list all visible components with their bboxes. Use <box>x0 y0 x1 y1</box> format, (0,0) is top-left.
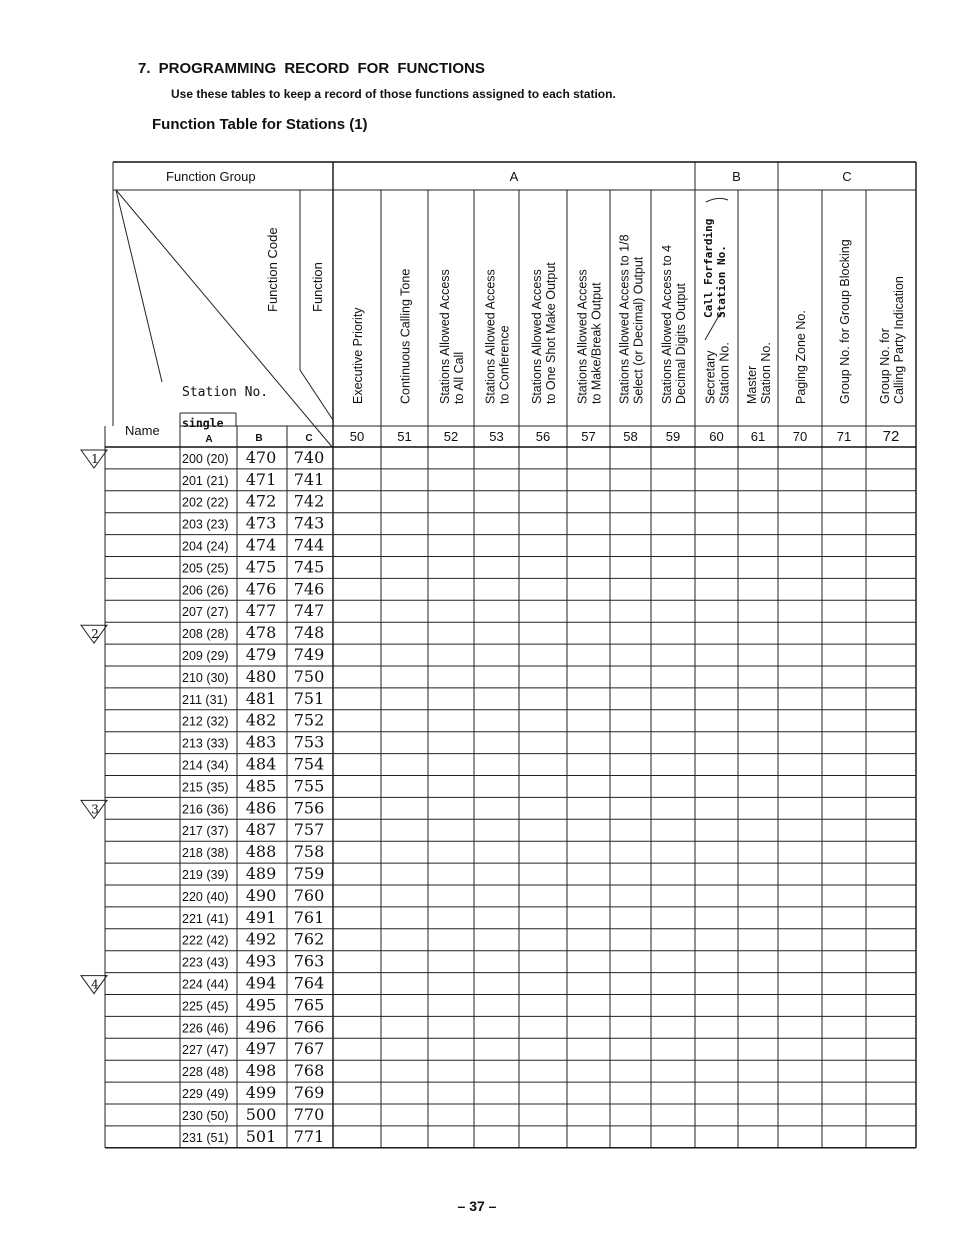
station-b-value: 491 <box>245 907 277 927</box>
function-header-60: Station No. <box>717 342 732 404</box>
station-a-value: 217 (37) <box>182 824 229 839</box>
station-a-value: 225 (45) <box>182 999 229 1014</box>
function-divider-slant <box>300 370 333 420</box>
function-code-71: 71 <box>836 429 852 444</box>
station-c-value: 742 <box>293 491 325 511</box>
margin-mark-number: 2 <box>91 627 99 642</box>
station-a-value: 227 (47) <box>182 1043 229 1058</box>
station-a-value: 226 (46) <box>182 1021 229 1036</box>
station-c-value: 760 <box>293 885 325 905</box>
function-header-52: to All Call <box>452 351 466 404</box>
station-b-value: 474 <box>245 535 277 555</box>
function-header-58: Select (or Decimal) Output <box>631 256 646 404</box>
function-header-59: Stations Allowed Access to 4 <box>660 244 674 404</box>
function-header-61: Master <box>745 365 759 404</box>
margin-mark-number: 4 <box>91 977 99 992</box>
station-b-value: 495 <box>245 995 277 1015</box>
station-c-value: 741 <box>293 469 325 489</box>
function-code-59: 59 <box>665 429 681 444</box>
station-c-value: 770 <box>293 1104 325 1124</box>
function-group-label: Function Group <box>166 169 256 184</box>
station-c-value: 759 <box>293 864 325 883</box>
station-c-value: 740 <box>293 447 325 467</box>
station-c-value: 764 <box>293 973 325 993</box>
station-no-label: Station No. <box>182 385 269 400</box>
sub-col-b: B <box>255 433 263 444</box>
function-header-53: Stations Allowed Access <box>483 269 498 404</box>
station-c-value: 757 <box>293 820 325 840</box>
function-header-72: Group No. for <box>878 328 892 404</box>
function-header-53: to Conference <box>497 325 512 404</box>
station-b-value: 487 <box>245 820 277 840</box>
secretary-annotation: Call Forfarding <box>702 218 715 318</box>
function-code-56: 56 <box>535 429 551 444</box>
station-a-value: 203 (23) <box>182 517 229 532</box>
station-b-value: 489 <box>245 864 277 883</box>
station-c-value: 745 <box>293 557 325 577</box>
station-b-value: 500 <box>245 1104 277 1124</box>
station-a-value: 211 (31) <box>182 692 228 707</box>
station-a-value: 215 (35) <box>182 780 229 795</box>
station-b-value: 501 <box>245 1126 277 1146</box>
station-a-value: 201 (21) <box>182 473 229 488</box>
function-header-70: Paging Zone No. <box>794 310 808 404</box>
station-c-value: 771 <box>293 1126 325 1146</box>
station-a-value: 206 (26) <box>182 583 229 598</box>
station-b-value: 482 <box>245 710 277 730</box>
station-a-value: 208 (28) <box>182 627 229 642</box>
station-c-value: 744 <box>293 535 325 555</box>
station-c-value: 761 <box>293 907 325 927</box>
station-b-value: 496 <box>245 1017 277 1037</box>
single-label: single <box>182 416 224 430</box>
station-a-value: 223 (43) <box>182 955 229 970</box>
station-c-value: 765 <box>293 995 325 1015</box>
station-b-value: 476 <box>245 579 277 599</box>
station-b-value: 494 <box>245 973 277 993</box>
station-b-value: 483 <box>245 732 277 752</box>
group-label-c: C <box>842 169 852 184</box>
margin-mark-number: 3 <box>91 802 99 817</box>
section-subtitle: Use these tables to keep a record of those functions assigned to each station. <box>171 87 616 101</box>
function-label: Function <box>310 262 325 312</box>
station-a-value: 202 (22) <box>182 495 229 510</box>
station-b-value: 473 <box>245 513 277 533</box>
page-number: – 37 – <box>457 1198 497 1214</box>
function-header-56: to One Shot Make Output <box>544 262 558 404</box>
station-b-value: 480 <box>245 666 277 686</box>
station-a-value: 231 (51) <box>182 1130 229 1145</box>
group-label-a: A <box>509 169 519 184</box>
sub-col-a: A <box>205 434 213 445</box>
station-b-value: 498 <box>245 1061 277 1081</box>
function-code-61: 61 <box>750 429 766 444</box>
station-c-value: 743 <box>293 513 325 533</box>
station-a-value: 222 (42) <box>182 933 229 948</box>
station-c-value: 751 <box>293 688 325 708</box>
sub-col-c: C <box>305 433 313 444</box>
station-a-value: 214 (34) <box>182 758 229 773</box>
station-b-value: 484 <box>245 754 277 774</box>
station-a-value: 224 (44) <box>182 977 229 992</box>
station-b-value: 492 <box>245 929 277 949</box>
station-c-value: 769 <box>293 1083 325 1102</box>
station-c-value: 753 <box>293 732 325 752</box>
margin-mark-number: 1 <box>91 452 99 466</box>
function-header-61: Station No. <box>759 342 773 404</box>
function-code-70: 70 <box>792 429 808 444</box>
station-a-value: 209 (29) <box>182 649 229 663</box>
station-c-value: 766 <box>293 1017 325 1037</box>
function-code-72: 72 <box>882 428 900 445</box>
station-a-value: 205 (25) <box>182 561 229 576</box>
station-b-value: 479 <box>245 645 277 664</box>
function-header-60: Secretary <box>703 350 718 404</box>
station-a-value: 220 (40) <box>182 889 229 904</box>
station-c-value: 750 <box>293 666 325 686</box>
station-c-value: 763 <box>293 951 325 971</box>
station-b-value: 493 <box>245 951 277 971</box>
function-code-53: 53 <box>489 429 504 444</box>
station-a-value: 218 (38) <box>182 846 229 861</box>
station-a-value: 230 (50) <box>182 1108 229 1123</box>
station-c-value: 762 <box>293 929 325 949</box>
station-c-value: 756 <box>293 798 325 818</box>
secretary-bracket <box>706 198 728 202</box>
station-b-value: 472 <box>245 491 277 511</box>
station-a-value: 228 (48) <box>182 1065 229 1080</box>
station-b-value: 475 <box>245 557 277 577</box>
function-code-60: 60 <box>709 429 724 444</box>
function-code-label: Function Code <box>265 227 280 312</box>
function-header-58: Stations Allowed Access to 1/8 <box>617 234 632 404</box>
function-header-52: Stations Allowed Access <box>438 269 452 404</box>
station-c-value: 768 <box>293 1061 325 1081</box>
secretary-annotation: Station No. <box>715 245 728 318</box>
station-c-value: 755 <box>293 776 325 796</box>
station-c-value: 749 <box>293 645 325 664</box>
station-a-value: 212 (32) <box>182 714 229 729</box>
station-b-value: 486 <box>245 798 277 818</box>
function-code-57: 57 <box>581 429 596 444</box>
station-c-value: 747 <box>293 601 325 621</box>
station-b-value: 478 <box>245 623 277 643</box>
station-c-value: 752 <box>293 710 325 730</box>
station-b-value: 497 <box>245 1039 277 1059</box>
function-header-56: Stations Allowed Access <box>530 269 544 404</box>
name-label: Name <box>125 423 160 438</box>
station-b-value: 470 <box>245 447 277 467</box>
function-code-52: 52 <box>443 429 459 444</box>
station-a-value: 216 (36) <box>182 802 229 817</box>
station-c-value: 748 <box>293 623 325 643</box>
station-a-value: 221 (41) <box>182 911 229 926</box>
station-c-value: 746 <box>293 579 325 599</box>
function-header-57: Stations Allowed Access <box>575 269 590 404</box>
function-header-57: to Make/Break Output <box>589 282 604 404</box>
station-c-value: 767 <box>293 1039 325 1059</box>
group-label-b: B <box>732 169 741 184</box>
function-header-59: Decimal Digits Output <box>674 283 688 404</box>
table-title: Function Table for Stations (1) <box>152 116 368 133</box>
station-a-value: 207 (27) <box>182 605 229 620</box>
function-code-51: 51 <box>397 429 412 444</box>
station-a-value: 210 (30) <box>182 670 229 685</box>
station-b-value: 471 <box>245 469 277 489</box>
function-header-71: Group No. for Group Blocking <box>838 239 852 404</box>
station-b-value: 485 <box>245 776 277 796</box>
function-header-51: Continuous Calling Tone <box>398 268 413 404</box>
function-code-50: 50 <box>349 429 365 444</box>
station-b-value: 481 <box>245 688 277 708</box>
station-b-value: 499 <box>245 1083 277 1102</box>
station-a-value: 204 (24) <box>182 539 229 554</box>
station-a-value: 200 (20) <box>182 451 229 466</box>
station-a-value: 213 (33) <box>182 736 229 751</box>
header-diagonal <box>116 190 162 382</box>
station-a-value: 229 (49) <box>182 1087 229 1101</box>
station-b-value: 490 <box>245 885 277 905</box>
station-b-value: 477 <box>245 601 277 621</box>
section-title: 7. PROGRAMMING RECORD FOR FUNCTIONS <box>138 60 485 77</box>
function-header-72: Calling Party Indication <box>892 276 906 404</box>
station-c-value: 758 <box>293 842 325 862</box>
station-b-value: 488 <box>245 842 277 862</box>
function-code-58: 58 <box>623 429 638 444</box>
function-header-50: Executive Priority <box>351 307 365 404</box>
station-c-value: 754 <box>293 754 325 774</box>
station-a-value: 219 (39) <box>182 868 229 882</box>
